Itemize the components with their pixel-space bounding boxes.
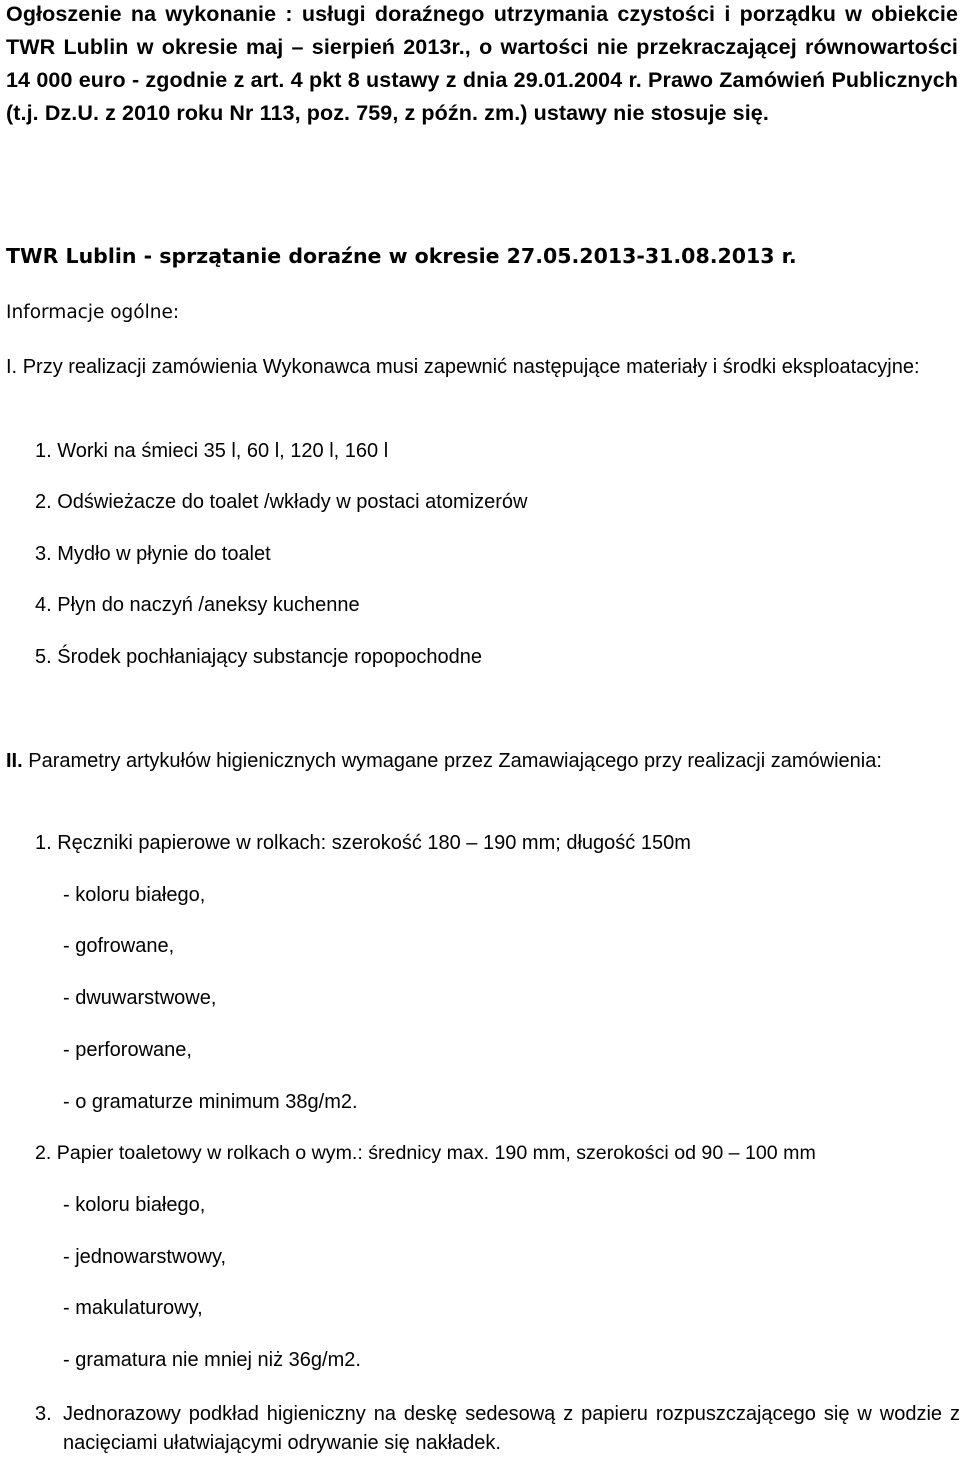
section-1-intro	[6, 353, 958, 382]
list-item: - gofrowane,	[63, 935, 175, 957]
section-1-text: Przy realizacji zamówienia Wykonawca musi zapewnić następujące materiały i środki eksploatacyjne:	[22, 356, 920, 378]
document-title: Ogłoszenie na wykonanie : usługi doraźnego utrzymania czystości i porządku w obiekcie TWR Lublin w okresie maj – sierpień 2013r., o wartości nie przekraczającej równowartości 14 000 euro - zgodnie z art. 4 pkt 8 ustawy z dnia 29.01.2004 r. Prawo Zamówień Publicznych (t.j. Dz.U. z 2010 roku Nr 113, poz. 759, z późn. zm.) ustawy nie stosuje się.	[6, 2, 958, 125]
list-item: - o gramaturze minimum 38g/m2.	[63, 1091, 358, 1113]
item-2-heading: 2. Papier toaletowy w rolkach o wym.: średnicy max. 190 mm, szerokości od 90 – 100 mm	[35, 1142, 816, 1164]
list-item: 4. Płyn do naczyń /aneksy kuchenne	[35, 594, 360, 616]
list-item: 1. Worki na śmieci 35 l, 60 l, 120 l, 160 l	[35, 440, 389, 462]
list-item: - gramatura nie mniej niż 36g/m2.	[63, 1349, 361, 1371]
list-item: - dwuwarstwowe,	[63, 987, 217, 1009]
section-1-numeral: I.	[6, 356, 18, 378]
item-3-text: Jednorazowy podkład higieniczny na deskę sedesową z papieru rozpuszczającego się w wodzie z nacięciami ułatwiającymi odrywanie się nakładek.	[63, 1403, 960, 1454]
section-2-numeral: II.	[6, 750, 23, 772]
list-item: - koloru białego,	[63, 1194, 206, 1216]
list-item: 2. Odświeżacze do toalet /wkłady w postaci atomizerów	[35, 491, 528, 513]
list-item: 3. Mydło w płynie do toalet	[35, 543, 271, 565]
list-item: - jednowarstwowy,	[63, 1246, 227, 1268]
list-item: - makulaturowy,	[63, 1297, 203, 1319]
item-3-number: 3.	[35, 1403, 52, 1425]
list-item: - koloru białego,	[63, 884, 206, 906]
item-1-heading: 1. Ręczniki papierowe w rolkach: szerokość 180 – 190 mm; długość 150m	[35, 832, 691, 854]
list-item: 5. Środek pochłaniający substancje ropopochodne	[35, 646, 482, 668]
section-2-intro	[6, 747, 958, 776]
list-item: - perforowane,	[63, 1039, 192, 1061]
section-2-text: Parametry artykułów higienicznych wymagane przez Zamawiającego przy realizacji zamówienia:	[28, 750, 882, 772]
general-info-label: Informacje ogólne:	[6, 302, 180, 323]
document-subtitle: TWR Lublin - sprzątanie doraźne w okresie 27.05.2013-31.08.2013 r.	[6, 244, 797, 268]
